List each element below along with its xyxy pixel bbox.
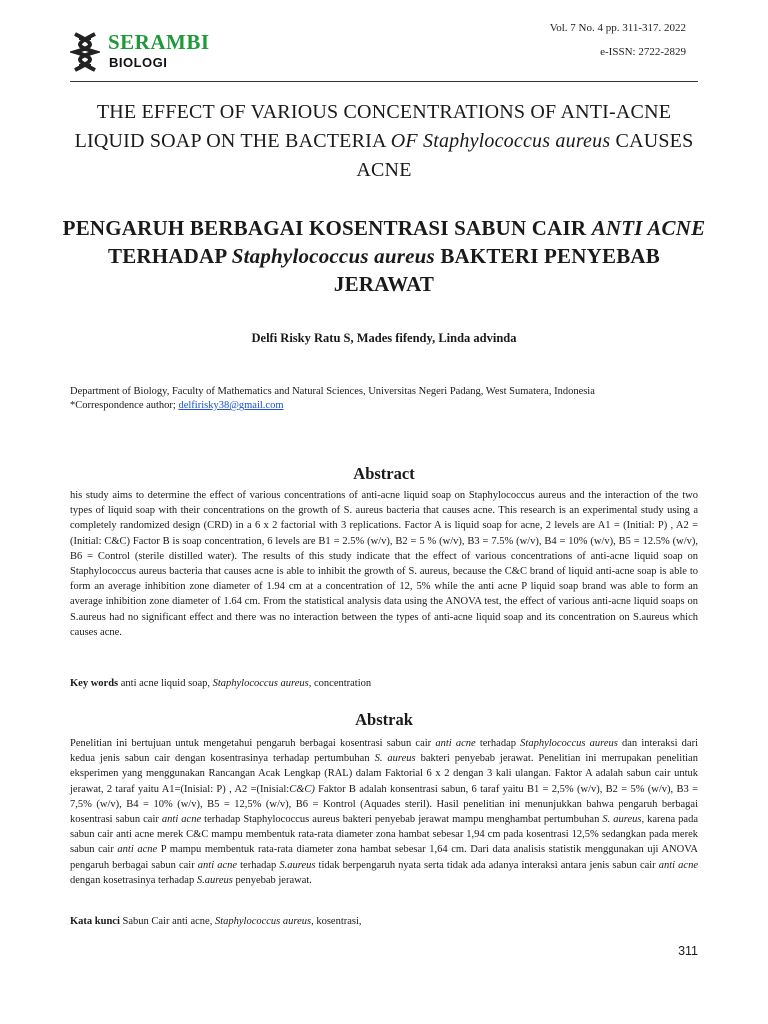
issn-info: e-ISSN: 2722-2829 xyxy=(600,46,686,58)
title-indonesian xyxy=(60,214,708,298)
title-id-part2: TERHADAP xyxy=(108,244,232,268)
abstract-heading: Abstract xyxy=(353,464,415,483)
abstrak-s12: penyebab jerawat. xyxy=(232,874,312,886)
correspondence-label: *Correspondence author; xyxy=(70,400,179,411)
kata-kunci-species: Staphylococcus aureus, xyxy=(214,916,314,927)
abstrak-s8: P mampu membentuk rata-rata diameter zona hambat sebesar 1,64 cm. Dari data analisis statistik menggunakan uji ANOVA pengaruh berbagai sabun cair xyxy=(70,844,699,871)
abstrak-s10: tidak berpengaruh nyata serta tidak ada adanya interaksi antara jenis sabun cair xyxy=(315,859,659,871)
abstrak-s7: karena pada sabun cair anti acne merek C&C mampu membentuk rata-rata diameter zona hambat sebesar 1,94 cm pada kosentrasi 12,5% sedangkan pada merek sabun cair xyxy=(70,814,698,856)
page-number: 311 xyxy=(678,944,698,958)
keywords-b: concentration xyxy=(311,678,372,689)
abstrak-s7-i: anti acne xyxy=(117,844,158,856)
title-en-species: Staphylococcus aureus xyxy=(423,130,611,152)
abstrak-s10-i: anti acne xyxy=(658,859,699,871)
logo-biologi: BIOLOGI xyxy=(109,55,168,70)
abstrak-s2: terhadap xyxy=(475,738,521,749)
abstrak-s8-i: anti acne xyxy=(197,859,238,871)
keywords-a: anti acne liquid soap, xyxy=(118,678,213,689)
department: Department of Biology, Faculty of Mathematics and Natural Sciences, Universitas Negeri Padang, West Sumatera, Indonesia xyxy=(70,386,595,397)
kata-kunci-a: Sabun Cair anti acne, xyxy=(119,916,215,927)
abstrak-s3: dan interaksi dari kedua jenis sabun cair dengan kosentrasinya terhadap pertumbuhan xyxy=(70,738,698,765)
abstrak-s9-i: S.aureus xyxy=(279,859,316,871)
keywords-species: Staphylococcus aureus, xyxy=(212,678,312,689)
affiliation xyxy=(70,385,698,413)
correspondence xyxy=(70,399,698,413)
title-en-part1: THE EFFECT OF VARIOUS CONCENTRATIONS OF ANTI-ACNE LIQUID SOAP ON THE BACTERIA xyxy=(74,101,672,152)
header-rule xyxy=(70,81,698,82)
abstract-text: his study aims to determine the effect of various concentrations of anti-acne liquid soap on Staphylococcus aureus and the interaction of the two types of liquid soap with their concentrations on the growth of S. aureus bacteria that causes acne. This research is an experimental study using a completely randomized design (CRD) in a 6 x 2 factorial with 3 replications. Factor A is liquid soap for acne, 2 levels are A1 = (Initial: P) , A2 = (Initial: C&C) Factor B is soap concentration, 6 levels are B1 = 2.5% (w/v), B2 = 5 % (w/v), B3 = 7.5% (w/v), B4 = 10% (w/v), B5 = 12.5% (w/v), B6 = Control (sterile distilled water). The results of this study indicate that the effect of various concentrations of anti-acne liquid soap on Staphylococcus aureus bacteria that causes acne is able to inhibit the growth of S. aureus, because the C&C brand of liquid anti-acne soap is able to form an average inhibition zone diameter of 1.94 cm at a concentration of 12, 5% while the anti acne P liquid soap brand was able to form an average inhibition zone diameter of 1.64 cm. From the statistical analysis data using the ANOVA test, the effect of various anti-acne liquid soaps on S.aureus had no significant effect and there was no interaction between the types of anti-acne liquid soap and its concentration on S.aureus which causes acne. xyxy=(70,490,698,638)
journal-logo xyxy=(70,30,230,74)
abstrak-s2-i: Staphylococcus aureus xyxy=(520,738,618,749)
title-id-part3: BAKTERI PENYEBAB JERAWAT xyxy=(333,244,660,296)
abstrak-s9: terhadap xyxy=(237,859,280,871)
abstrak-s5-i: anti acne xyxy=(161,814,202,826)
abstrak-s6: terhadap Staphylococcus aureus bakteri penyebab jerawat mampu menghambat pertumbuhan xyxy=(201,814,603,826)
title-id-anti-acne: ANTI ACNE xyxy=(591,216,706,240)
title-id-species: Staphylococcus aureus xyxy=(231,244,435,268)
title-id-part1: PENGARUH BERBAGAI KOSENTRASI SABUN CAIR xyxy=(62,216,592,240)
kata-kunci-label: Kata kunci xyxy=(70,916,120,927)
abstrak-s3-i: S. aureus xyxy=(374,753,416,765)
logo-serambi: SERAMBI xyxy=(108,30,210,54)
journal-meta xyxy=(550,16,686,64)
abstrak-s5: Faktor B adalah konsentrasi sabun, 6 taraf yaitu B1 = 2,5% (w/v), B2 = 5% (w/v), B3 = 7,5% (w/v), B4 = 10% (w/v), B5 = 12,5% (w/v), B6 = Kontrol (Aquades steril). Hasil penelitian ini menunjukkan bahwa pengaruh berbagai kosentrasi sabun cair xyxy=(70,783,698,826)
abstrak-s4: bakteri penyebab jerawat. Penelitian ini merrupakan penelitian eksperimen yang menggunakan Rancangan Acak Lengkap (RAL) dalam Faktorial 6 x 2 dengan 3 kali ulangan. Faktor A adalah sabun cair untuk jerawat, 2 taraf yaitu A1=(Inisial: P) , A2 =(Inisial: xyxy=(70,753,698,795)
abstrak-s1-i: anti acne xyxy=(435,738,476,749)
abstract-keywords xyxy=(70,676,698,691)
authors: Delfi Risky Ratu S, Mades fifendy, Linda advinda xyxy=(251,331,517,345)
dna-icon xyxy=(70,32,100,72)
abstrak-keywords xyxy=(70,914,698,929)
abstrak-s11: dengan kosetrasinya terhadap xyxy=(70,874,197,886)
abstrak-s6-i: S. aureus, xyxy=(602,814,645,826)
abstrak-s1: Penelitian ini bertujuan untuk mengetahui pengaruh berbagai kosentrasi sabun cair xyxy=(70,738,436,749)
kata-kunci-b: kosentrasi, xyxy=(313,916,362,927)
keywords-label: Key words xyxy=(70,678,119,689)
abstrak-s11-i: S.aureus xyxy=(196,874,233,886)
title-en-of: OF xyxy=(390,130,424,152)
email-link[interactable]: delfirisky38@gmail.com xyxy=(178,400,284,411)
volume-info: Vol. 7 No. 4 pp. 311-317. 2022 xyxy=(549,22,686,34)
abstrak-heading: Abstrak xyxy=(355,710,413,729)
abstrak-text xyxy=(70,736,698,888)
title-en-part2: CAUSES ACNE xyxy=(356,130,694,181)
abstrak-s4-i: C&C) xyxy=(289,783,315,795)
title-english xyxy=(60,98,708,185)
